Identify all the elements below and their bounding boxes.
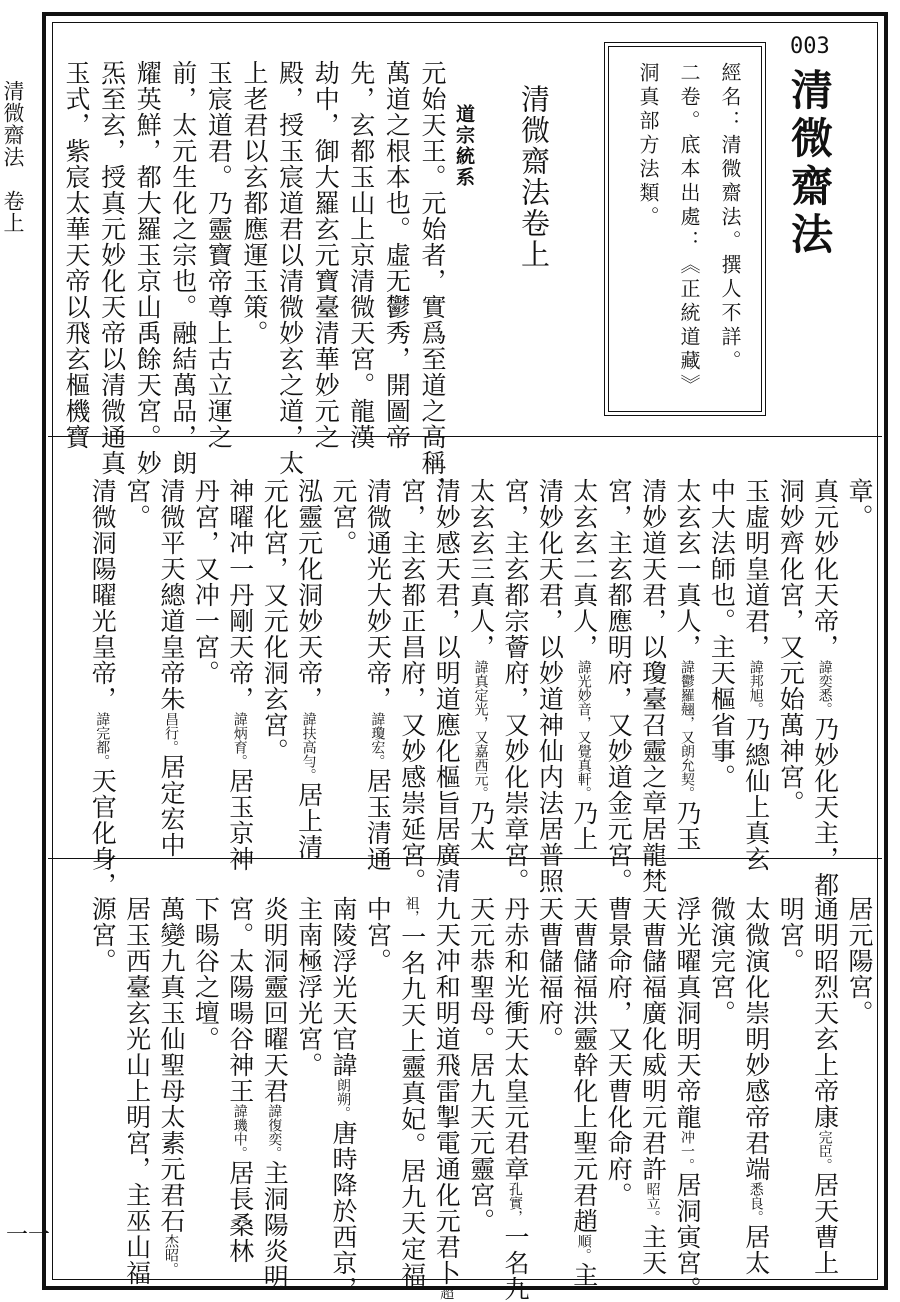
text-column: [638, 896, 668, 1276]
annotation-note: 完臣。: [816, 1130, 833, 1172]
annotation-note: 冲一。: [679, 1130, 695, 1172]
text-segment: 通明昭烈天玄上帝康: [810, 896, 840, 1130]
text-column: [535, 478, 565, 894]
text-column: [707, 896, 737, 1026]
text-segment: 乃上: [569, 800, 599, 852]
text-segment: 太微演化崇明妙感帝君端: [741, 896, 771, 1182]
text-segment: 一名九天上靈真妃。居九天定福: [397, 924, 427, 1288]
annotation-note: 超: [438, 1286, 455, 1300]
text-column: [776, 896, 806, 974]
annotation-note: 孔實，: [507, 1182, 523, 1224]
text-column: [810, 478, 840, 898]
book-title: 清微齋法卷上: [517, 84, 551, 270]
text-column: [466, 896, 496, 1234]
text-segment: 宮。太陽暘谷神王: [225, 896, 255, 1104]
annotation-note: 諱鬱羅翹，又朗允契。: [679, 660, 695, 800]
section-heading: 道宗統系: [453, 104, 475, 188]
text-segment: 明宮。: [776, 896, 806, 974]
text-segment: 主: [569, 1262, 599, 1288]
text-column: [294, 896, 324, 1078]
scripture-title: 清微齋法: [785, 68, 834, 260]
text-column: [638, 478, 668, 894]
text-column: [204, 60, 234, 450]
text-segment: 主天: [638, 1224, 668, 1276]
text-column: [64, 60, 89, 450]
annotation-note: 諱扶高勻。: [300, 712, 317, 782]
text-segment: 微演完宮。: [707, 896, 737, 1026]
text-column: [776, 478, 806, 816]
text-segment: 宮。: [122, 478, 152, 530]
text-column: [397, 896, 427, 1288]
text-segment: 元化宮，又元化洞玄宮。: [260, 478, 290, 764]
text-column: [122, 896, 152, 1286]
text-segment: 宮，主玄都宗薈府，又妙化崇章宮。: [501, 478, 530, 894]
text-column: [363, 478, 393, 872]
text-column: [159, 896, 184, 1276]
text-segment: 劫中，御大羅玄元寶臺清華妙元之: [311, 60, 341, 450]
text-column: [159, 478, 184, 858]
annotation-note: 昌行。: [163, 712, 179, 754]
text-column: [122, 478, 152, 530]
text-segment: 浮光曜真洞明天帝龍: [673, 896, 702, 1130]
text-segment: 天元恭聖母。居九天元靈宮。: [466, 896, 496, 1234]
text-segment: 炁至玄，授真元妙化天帝以清微通真: [97, 60, 127, 476]
text-column: [675, 478, 700, 852]
text-column: [810, 896, 840, 1276]
info-line: 洞真部方法類。: [636, 62, 660, 230]
text-column: [707, 478, 737, 790]
text-segment: 清微通光大妙天帝，: [363, 478, 393, 712]
text-column: [168, 60, 198, 476]
info-line: 二卷。底本出處：《正統道藏》: [677, 62, 701, 398]
text-segment: 太玄玄三真人，: [466, 478, 496, 660]
text-column: [331, 478, 356, 556]
annotation-note: 杰昭。: [163, 1234, 179, 1276]
text-column: [225, 896, 255, 1264]
text-segment: 乃妙化天主，都: [810, 716, 840, 898]
text-segment: 萬道之根本也。虛无鬱秀，開圖帝: [382, 60, 412, 450]
text-segment: 乃玉: [673, 800, 702, 852]
annotation-note: 朗朔。: [335, 1078, 351, 1120]
running-title: 清微齋法 卷上: [1, 80, 26, 234]
text-segment: 天曹儲福廣化威明元君許: [638, 896, 668, 1182]
text-segment: 元始天王。元始者，實爲至道之高稱，: [418, 60, 447, 502]
text-column: [294, 478, 324, 860]
annotation-note: 諱炳育。: [231, 712, 248, 768]
annotation-note: 諱復奕。: [266, 1104, 283, 1160]
text-segment: 清妙化天君，以妙道神仙内法居普照: [535, 478, 565, 894]
text-column: [432, 478, 462, 894]
text-column: [191, 896, 221, 1052]
text-segment: 清微洞陽曜光皇帝，: [88, 478, 118, 712]
text-segment: 丹宮，又冲一宮。: [191, 478, 221, 686]
text-column: [88, 896, 118, 974]
annotation-note: 諱光妙音，又覺真軒。: [575, 660, 592, 800]
text-column: [675, 896, 700, 1302]
text-segment: 中大法師也。主天樞省事。: [707, 478, 737, 790]
text-segment: 太玄玄二真人，: [569, 478, 599, 660]
text-segment: 居玉京神: [225, 768, 255, 872]
text-column: [535, 896, 565, 1052]
text-segment: 宮，主玄都正昌府，又妙感崇延宮。: [397, 478, 427, 894]
info-line: 經名：清微齋法。撰人不詳。: [718, 62, 742, 374]
annotation-note: 諱璣中。: [231, 1104, 248, 1160]
text-segment: 居上清: [294, 782, 324, 860]
text-column: [604, 478, 634, 894]
text-column: [397, 478, 427, 894]
text-column: [191, 478, 221, 686]
text-column: [741, 896, 771, 1276]
text-segment: 中宮。: [363, 896, 393, 974]
text-segment: 南陵浮光天官諱: [329, 896, 358, 1078]
text-column: [420, 60, 445, 502]
text-segment: 清妙感天君，以明道應化樞旨居廣清: [432, 478, 462, 894]
annotation-note: 諱完都。: [94, 712, 111, 768]
text-segment: 真元妙化天帝，: [810, 478, 840, 660]
text-column: [260, 478, 290, 764]
text-column: [466, 478, 496, 852]
annotation-note: 諱邦旭。: [747, 660, 764, 716]
text-segment: 居長桑林: [225, 1160, 255, 1264]
text-column: [503, 478, 528, 894]
text-column: [331, 896, 356, 1302]
text-segment: 玉宸道君。乃靈寶帝尊上古立運之: [204, 60, 234, 450]
annotation-note: 諱奕悉。: [816, 660, 833, 716]
text-column: [311, 60, 341, 450]
text-segment: 唐時降於西京，: [329, 1120, 358, 1302]
text-column: [569, 478, 599, 852]
text-column: [97, 60, 127, 476]
text-segment: 下暘谷之壇。: [191, 896, 221, 1052]
text-column: [242, 60, 267, 346]
annotation-note: 順。: [575, 1234, 592, 1262]
text-column: [503, 896, 528, 1302]
text-segment: 九天冲和明道飛雷掣電通化元君卜: [432, 896, 462, 1286]
text-segment: 太玄玄一真人，: [673, 478, 702, 660]
text-column: [432, 896, 462, 1300]
text-column: [382, 60, 412, 450]
text-column: [346, 60, 376, 450]
text-column: [847, 478, 872, 530]
text-segment: 居定宏中: [157, 754, 186, 858]
text-segment: 玉式，紫宸太華天帝以飛玄樞機寶: [62, 60, 91, 450]
text-segment: 清妙道天君，以瓊臺召靈之章居龍梵: [638, 478, 668, 894]
text-column: [604, 896, 634, 1208]
text-segment: 居洞寅宮。: [673, 1172, 702, 1302]
text-segment: 主南極浮光宮。: [294, 896, 324, 1078]
annotation-note: 諱真定光，又嘉西元。: [472, 660, 489, 800]
annotation-note: 祖，: [403, 896, 420, 924]
text-segment: 炎明洞靈回曜天君: [260, 896, 290, 1104]
text-segment: 宮，主玄都應明府，又妙道金元宮。: [604, 478, 634, 894]
text-segment: 主洞陽炎明: [260, 1160, 290, 1290]
text-column: [260, 896, 290, 1290]
text-column: [133, 60, 163, 476]
text-segment: 萬變九真玉仙聖母太素元君石: [157, 896, 186, 1234]
text-segment: 清微平天總道皇帝朱: [157, 478, 186, 712]
text-segment: 前，太元生化之宗也。融結萬品，朗: [168, 60, 198, 476]
text-segment: 居玉西臺玄光山上明宮，主巫山福: [122, 896, 152, 1286]
text-segment: 玉虛明皇道君，: [741, 478, 771, 660]
text-segment: 一名九: [501, 1224, 530, 1302]
text-segment: 居元陽宮。: [845, 896, 874, 1026]
text-segment: 殿，授玉宸道君以清微妙玄之道，太: [275, 60, 305, 476]
text-segment: 丹赤和光衝天太皇元君章: [501, 896, 530, 1182]
text-column: [363, 896, 393, 974]
text-column: [569, 896, 599, 1288]
text-segment: 曹景命府，又天曹化命府。: [604, 896, 634, 1208]
scripture-number: 003: [790, 34, 830, 59]
text-segment: 耀英鮮，都大羅玉京山禹餘天宮。妙: [133, 60, 163, 476]
text-column: [741, 478, 771, 872]
page-number: 一一: [6, 1223, 51, 1248]
text-column: [225, 478, 255, 872]
text-segment: 天官化身，: [88, 768, 118, 898]
text-column: [847, 896, 872, 1026]
text-segment: 居天曹上: [810, 1172, 840, 1276]
text-segment: 洞妙齊化宮，又元始萬神宮。: [776, 478, 806, 816]
text-segment: 章。: [845, 478, 874, 530]
text-segment: 天曹儲福洪靈幹化上聖元君趙: [569, 896, 599, 1234]
annotation-note: 諱瓊宏。: [369, 712, 386, 768]
text-segment: 泓靈元化洞妙天帝，: [294, 478, 324, 712]
text-column: [275, 60, 305, 476]
text-segment: 神曜冲一丹剛天帝，: [225, 478, 255, 712]
text-segment: 乃太: [466, 800, 496, 852]
text-segment: 居太: [741, 1224, 771, 1276]
text-segment: 居玉清通: [363, 768, 393, 872]
text-segment: 乃總仙上真玄: [741, 716, 771, 872]
text-segment: 上老君以玄都應運玉策。: [240, 60, 269, 346]
text-segment: 先，玄都玉山上京清微天宮。龍漢: [346, 60, 376, 450]
text-segment: 元宮。: [329, 478, 358, 556]
text-column: [88, 478, 118, 898]
text-segment: 源宮。: [88, 896, 118, 974]
text-segment: 天曹儲福府。: [535, 896, 565, 1052]
annotation-note: 悉良。: [747, 1182, 764, 1224]
annotation-note: 昭立。: [644, 1182, 661, 1224]
